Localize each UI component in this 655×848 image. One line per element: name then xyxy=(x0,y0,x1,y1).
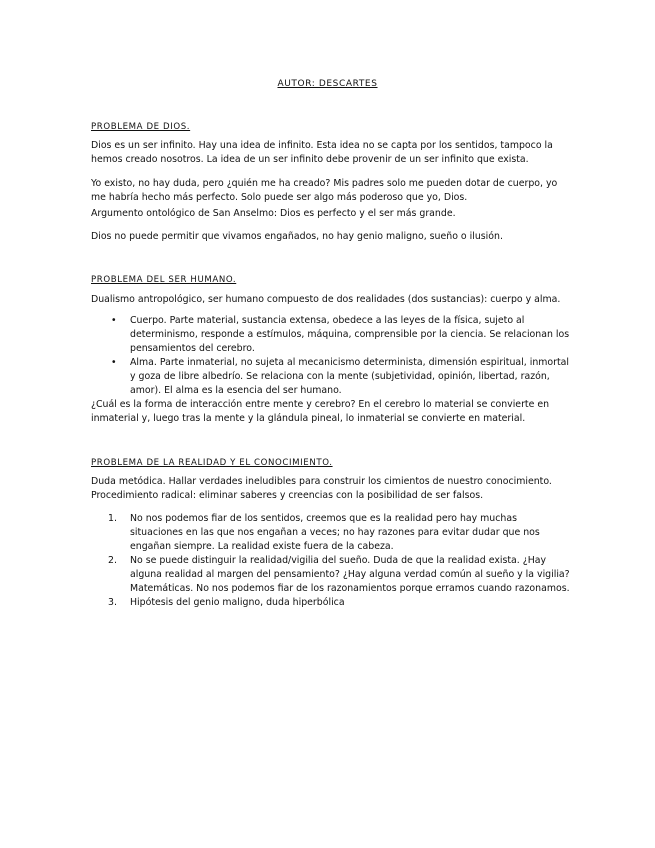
bullet-icon: • xyxy=(111,315,117,326)
section-heading-ser-humano: PROBLEMA DEL SER HUMANO. xyxy=(91,275,237,285)
list-item xyxy=(91,554,571,596)
section-heading-realidad: PROBLEMA DE LA REALIDAD Y EL CONOCIMIENTO. xyxy=(91,458,333,468)
list-item xyxy=(91,596,571,610)
paragraph: Dios es un ser infinito. Hay una idea de infinito. Esta idea no se capta por los sentidos, tampoco la hemos creado nosotros. La idea de un ser infinito debe provenir de un ser infinito que exista. xyxy=(91,140,553,165)
list-number: 1. xyxy=(108,513,117,524)
paragraph: Yo existo, no hay duda, pero ¿quién me ha creado? Mis padres solo me pueden dotar de cuerpo, yo me habría hecho más perfecto. Solo puede ser algo más poderoso que yo, Dios. xyxy=(91,178,558,203)
bullet-list xyxy=(91,314,571,398)
paragraph: Dualismo antropológico, ser humano compuesto de dos realidades (dos sustancias): cuerpo y alma. xyxy=(91,294,561,305)
bullet-icon: • xyxy=(111,357,117,368)
list-item-text: Alma. Parte inmaterial, no sujeta al mecanicismo determinista, dimensión espiritual, inmortal y goza de libre albedrío. Se relaciona con la mente (subjetividad, opinión, libertad, razón, amor). El alma es la esencia del ser humano. xyxy=(130,357,570,396)
list-item-text: No nos podemos fiar de los sentidos, creemos que es la realidad pero hay muchas situaciones en las que nos engañan a veces; no hay razones para evitar dudar que nos engañan siempre. La realidad existe fuera de la cabeza. xyxy=(130,513,540,552)
paragraph: ¿Cuál es la forma de interacción entre mente y cerebro? En el cerebro lo material se convierte en inmaterial y, luego tras la mente y la glándula pineal, lo inmaterial se convierte en material. xyxy=(91,399,550,424)
list-item xyxy=(91,314,571,356)
numbered-list xyxy=(91,512,571,610)
list-item xyxy=(91,356,571,398)
section-heading-dios: PROBLEMA DE DIOS. xyxy=(91,122,191,132)
paragraph: Dios no puede permitir que vivamos engañados, no hay genio maligno, sueño o ilusión. xyxy=(91,231,503,242)
list-number: 2. xyxy=(108,555,117,566)
paragraph: Argumento ontológico de San Anselmo: Dios es perfecto y el ser más grande. xyxy=(91,208,456,219)
list-item-text: No se puede distinguir la realidad/vigilia del sueño. Duda de que la realidad exista. ¿Hay alguna realidad al margen del pensamiento? ¿Hay alguna verdad común al sueño y la vigilia? Matemáticas. No nos podemos fiar de los razonamientos porque erramos cuando razonamos. xyxy=(130,555,570,594)
list-number: 3. xyxy=(108,597,117,608)
list-item-text: Cuerpo. Parte material, sustancia extensa, obedece a las leyes de la física, sujeto al determinismo, responde a estímulos, máquina, comprensible por la ciencia. Se relacionan los pensamientos del cerebro. xyxy=(130,315,570,354)
list-item-text: Hipótesis del genio maligno, duda hiperbólica xyxy=(130,597,345,608)
list-item xyxy=(91,512,571,554)
document-title: AUTOR: DESCARTES xyxy=(277,79,378,89)
paragraph: Duda metódica. Hallar verdades ineludibles para construir los cimientos de nuestro conocimiento. Procedimiento radical: eliminar saberes y creencias con la posibilidad de ser falsos. xyxy=(91,476,552,501)
